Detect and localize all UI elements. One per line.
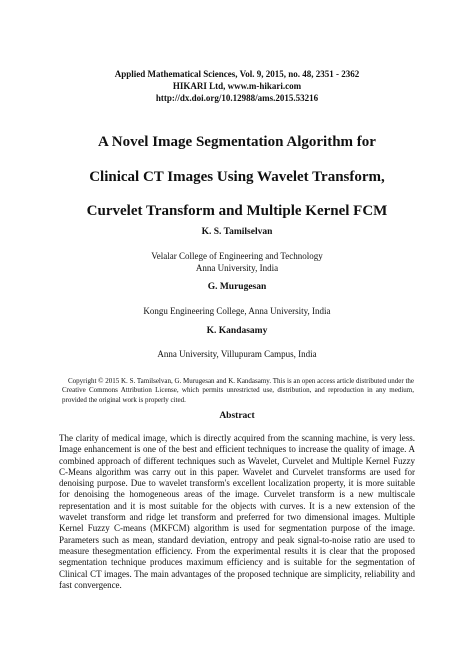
author-affiliation-2: Kongu Engineering College, Anna University, India xyxy=(143,306,331,316)
journal-citation: Applied Mathematical Sciences, Vol. 9, 2015, no. 48, 2351 - 2362 xyxy=(114,69,360,79)
paper-title-line-3: Curvelet Transform and Multiple Kernel FCM xyxy=(86,203,388,219)
abstract-heading: Abstract xyxy=(219,411,255,421)
author-name-1: K. S. Tamilselvan xyxy=(201,227,273,237)
copyright-notice: Copyright © 2015 K. S. Tamilselvan, G. Murugesan and K. Kandasamy. This is an open access article distributed under the Creative Commons Attribution License, which permits unrestricted use, distribution, and reproduction in any medium, provided the original work is properly cited. xyxy=(62,377,414,404)
author-name-2: G. Murugesan xyxy=(207,282,267,292)
paper-title-line-2: Clinical CT Images Using Wavelet Transform, xyxy=(89,169,385,185)
journal-publisher: HIKARI Ltd, www.m-hikari.com xyxy=(172,81,302,91)
journal-doi: http://dx.doi.org/10.12988/ams.2015.53216 xyxy=(155,93,319,103)
author-affiliation-1a: Velalar College of Engineering and Technology xyxy=(151,251,323,261)
author-name-3: K. Kandasamy xyxy=(206,326,268,336)
author-affiliation-1b: Anna University, India xyxy=(195,263,279,273)
abstract-text: The clarity of medical image, which is directly acquired from the scanning machine, is very less. Image enhancement is one of the best and efficient techniques to increase the quality of image. A combined approach of different techniques such as Wavelet, Curvelet and Multiple Kernel Fuzzy C-Means algorithm was carry out in this paper. Wavelet and Curvelet transforms are used for denoising purpose. Due to wavelet transform's excellent localization property, it is more suitable for denoising the homogeneous areas of the image. Curvelet transform is a new multiscale representation and it is most suitable for the objects with curves. It is a new extension of the wavelet transform and ridge let transform and preferred for two dimensional images. Multiple Kernel Fuzzy C-means (MKFCM) algorithm is used for segmentation purpose of the image. Parameters such as mean, standard deviation, entropy and peak signal-to-noise ratio are used to measure thesegmentation efficiency. From the experimental results it is clear that the proposed segmentation technique produces maximum efficiency and is suitable for the segmentation of Clinical CT images. The main advantages of the proposed technique are simplicity, reliability and fast convergence. xyxy=(59,433,415,590)
author-affiliation-3: Anna University, Villupuram Campus, India xyxy=(157,349,317,359)
paper-title-line-1: A Novel Image Segmentation Algorithm for xyxy=(98,134,376,150)
